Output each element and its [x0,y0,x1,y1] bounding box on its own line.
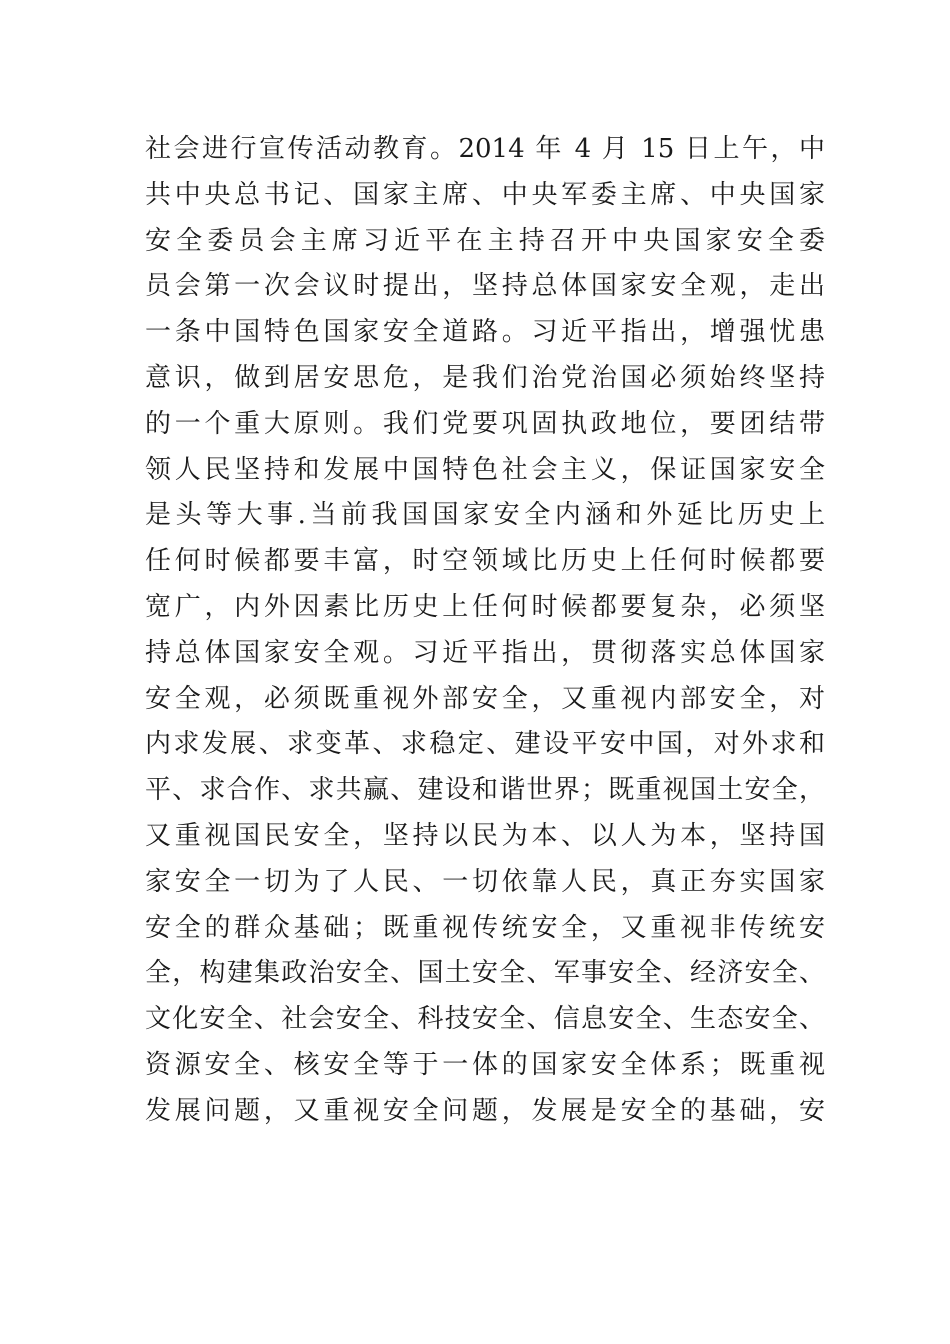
text-line: 安全委员会主席习近平在主持召开中央国家安全委 [145,225,825,256]
text-line: 家安全一切为了人民、一切依靠人民，真正夯实国家 [145,866,825,897]
text-line: 宽广，内外因素比历史上任何时候都要复杂，必须坚 [145,591,825,622]
body-text [145,127,825,1135]
text-line: 任何时候都要丰富，时空领域比历史上任何时候都要 [145,546,825,577]
text-line: 的一个重大原则。我们党要巩固执政地位，要团结带 [145,408,825,439]
text-line: 又重视国民安全，坚持以民为本、以人为本，坚持国 [145,820,825,851]
text-line: 是头等大事.当前我国国家安全内涵和外延比历史上 [145,500,825,531]
text-line: 平、求合作、求共赢、建设和谐世界；既重视国土安全， [145,775,825,806]
text-line: 社会进行宣传活动教育。2014 年 4 月 15 日上午，中 [145,134,825,164]
text-line: 意识，做到居安思危，是我们治党治国必须始终坚持 [145,362,825,393]
text-line: 资源安全、核安全等于一体的国家安全体系；既重视 [145,1049,825,1080]
text-line: 共中央总书记、国家主席、中央军委主席、中央国家 [145,179,825,210]
text-line: 员会第一次会议时提出，坚持总体国家安全观，走出 [145,271,825,302]
text-line: 发展问题，又重视安全问题，发展是安全的基础，安 [145,1095,825,1126]
text-line: 一条中国特色国家安全道路。习近平指出，增强忧患 [145,317,825,348]
text-line: 全，构建集政治安全、国土安全、军事安全、经济安全、 [145,958,825,989]
text-line: 领人民坚持和发展中国特色社会主义，保证国家安全 [145,454,825,485]
text-line: 安全的群众基础；既重视传统安全，又重视非传统安 [145,912,825,943]
text-line: 持总体国家安全观。习近平指出，贯彻落实总体国家 [145,637,825,668]
text-line: 文化安全、社会安全、科技安全、信息安全、生态安全、 [145,1004,825,1035]
text-line: 安全观，必须既重视外部安全，又重视内部安全，对 [145,683,825,714]
text-line: 内求发展、求变革、求稳定、建设平安中国，对外求和 [145,729,825,760]
